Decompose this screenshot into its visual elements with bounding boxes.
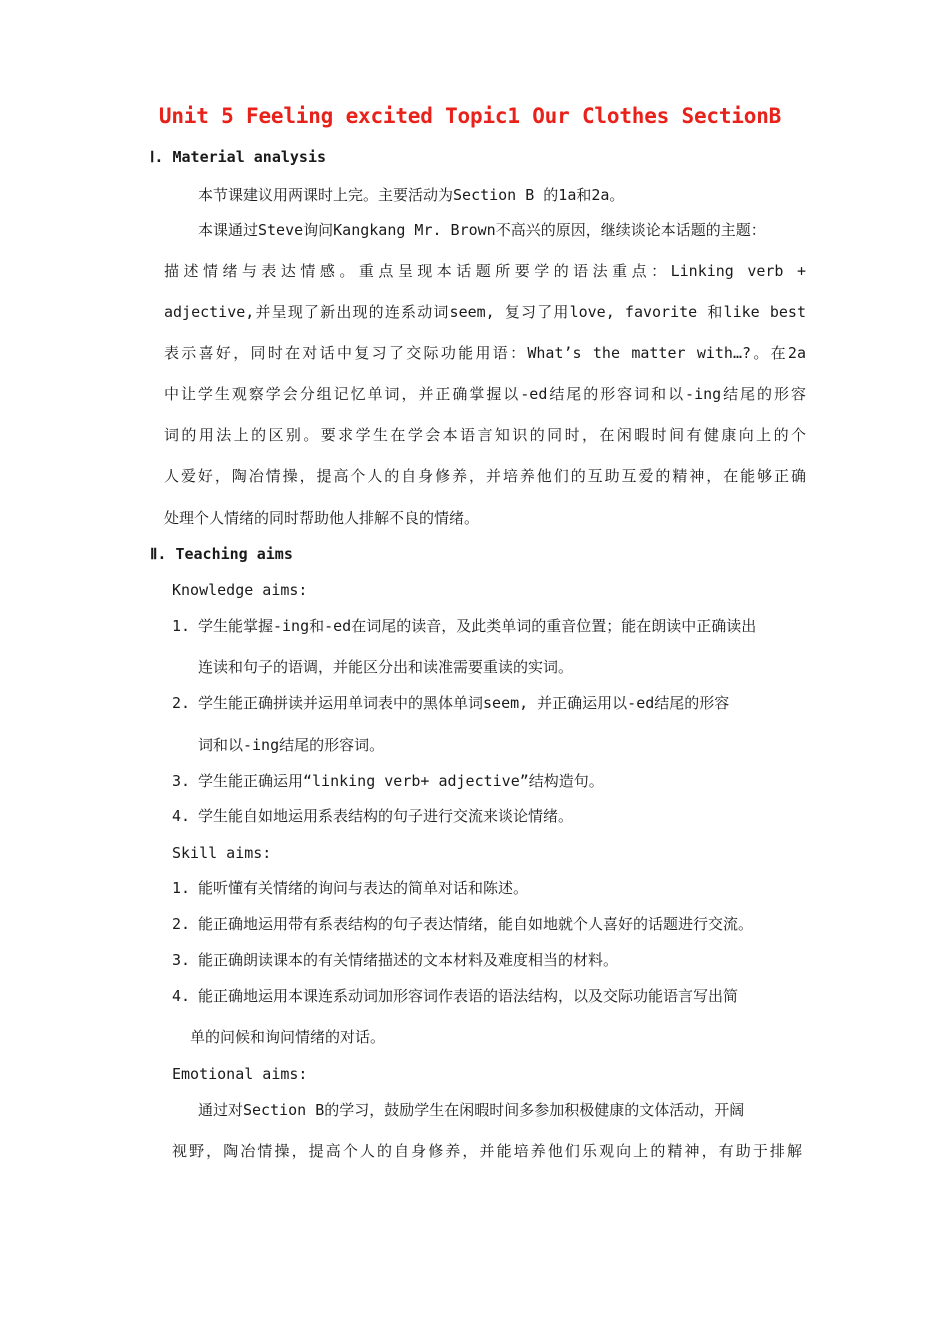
list-number: 1. bbox=[172, 879, 191, 897]
paragraph-line: 本节课建议用两课时上完。主要活动为Section B 的1a和2a。 bbox=[198, 186, 625, 204]
paragraph-line: 通过对Section B的学习，鼓励学生在闲暇时间多参加积极健康的文体活动，开阔 bbox=[198, 1101, 745, 1119]
list-item bbox=[172, 771, 604, 791]
paragraph-line: 本课通过Steve询问Kangkang Mr. Brown不高兴的原因，继续谈论本话题的主题： bbox=[198, 221, 766, 239]
section-heading-material-analysis: Ⅰ. Material analysis bbox=[150, 148, 327, 166]
list-item bbox=[172, 950, 618, 970]
list-number: 1. bbox=[172, 617, 191, 635]
list-item bbox=[172, 986, 738, 1006]
list-number: 3. bbox=[172, 951, 191, 969]
list-number: 4. bbox=[172, 807, 191, 825]
paragraph-line: 处理个人情绪的同时帮助他人排解不良的情绪。 bbox=[164, 509, 480, 527]
list-text: 学生能正确拼读并运用单词表中的黑体单词seem, 并正确运用以-ed结尾的形容 bbox=[198, 694, 730, 712]
paragraph-line: 描述情绪与表达情感。重点呈现本话题所要学的语法重点：Linking verb + bbox=[164, 262, 806, 280]
list-text: 学生能正确运用“linking verb+ adjective”结构造句。 bbox=[198, 772, 604, 790]
list-text: 能听懂有关情绪的询问与表达的简单对话和陈述。 bbox=[198, 879, 529, 897]
knowledge-aims-label: Knowledge aims: bbox=[172, 581, 308, 599]
paragraph-line: 表示喜好，同时在对话中复习了交际功能用语：What’s the matter with…?。在2a bbox=[164, 344, 806, 362]
section-heading-teaching-aims: Ⅱ. Teaching aims bbox=[150, 545, 293, 563]
paragraph-line: 视野，陶冶情操，提高个人的自身修养，并能培养他们乐观向上的精神，有助于排解 bbox=[172, 1142, 802, 1160]
list-item bbox=[172, 806, 573, 826]
list-text: 学生能掌握-ing和-ed在词尾的读音，及此类单词的重音位置；能在朗读中正确读出 bbox=[198, 617, 757, 635]
list-item-continuation: 单的问候和询问情绪的对话。 bbox=[190, 1028, 386, 1046]
list-text: 能正确朗读课本的有关情绪描述的文本材料及难度相当的材料。 bbox=[198, 951, 619, 969]
list-item bbox=[172, 914, 753, 934]
paragraph-line: 词的用法上的区别。要求学生在学会本语言知识的同时，在闲暇时间有健康向上的个 bbox=[164, 426, 806, 444]
list-number: 2. bbox=[172, 915, 191, 933]
list-number: 3. bbox=[172, 772, 191, 790]
paragraph-line: 人爱好，陶冶情操，提高个人的自身修养，并培养他们的互助互爱的精神，在能够正确 bbox=[164, 467, 806, 485]
list-text: 学生能自如地运用系表结构的句子进行交流来谈论情绪。 bbox=[198, 807, 574, 825]
paragraph-line: 中让学生观察学会分组记忆单词，并正确掌握以-ed结尾的形容词和以-ing结尾的形容 bbox=[164, 385, 806, 403]
list-item bbox=[172, 878, 528, 898]
list-number: 4. bbox=[172, 987, 191, 1005]
list-number: 2. bbox=[172, 694, 191, 712]
list-text: 能正确地运用本课连系动词加形容词作表语的语法结构，以及交际功能语言写出简 bbox=[198, 987, 739, 1005]
list-item-continuation: 连读和句子的语调，并能区分出和读准需要重读的实词。 bbox=[198, 658, 574, 676]
paragraph-line: adjective,并呈现了新出现的连系动词seem, 复习了用love, favorite 和like best bbox=[164, 303, 806, 321]
skill-aims-label: Skill aims: bbox=[172, 844, 272, 862]
document-title: Unit 5 Feeling excited Topic1 Our Clothes SectionB bbox=[158, 104, 782, 128]
list-text: 能正确地运用带有系表结构的句子表达情绪，能自如地就个人喜好的话题进行交流。 bbox=[198, 915, 754, 933]
list-item bbox=[172, 693, 729, 713]
list-item-continuation: 词和以-ing结尾的形容词。 bbox=[198, 736, 385, 754]
list-item bbox=[172, 616, 756, 636]
emotional-aims-label: Emotional aims: bbox=[172, 1065, 308, 1083]
